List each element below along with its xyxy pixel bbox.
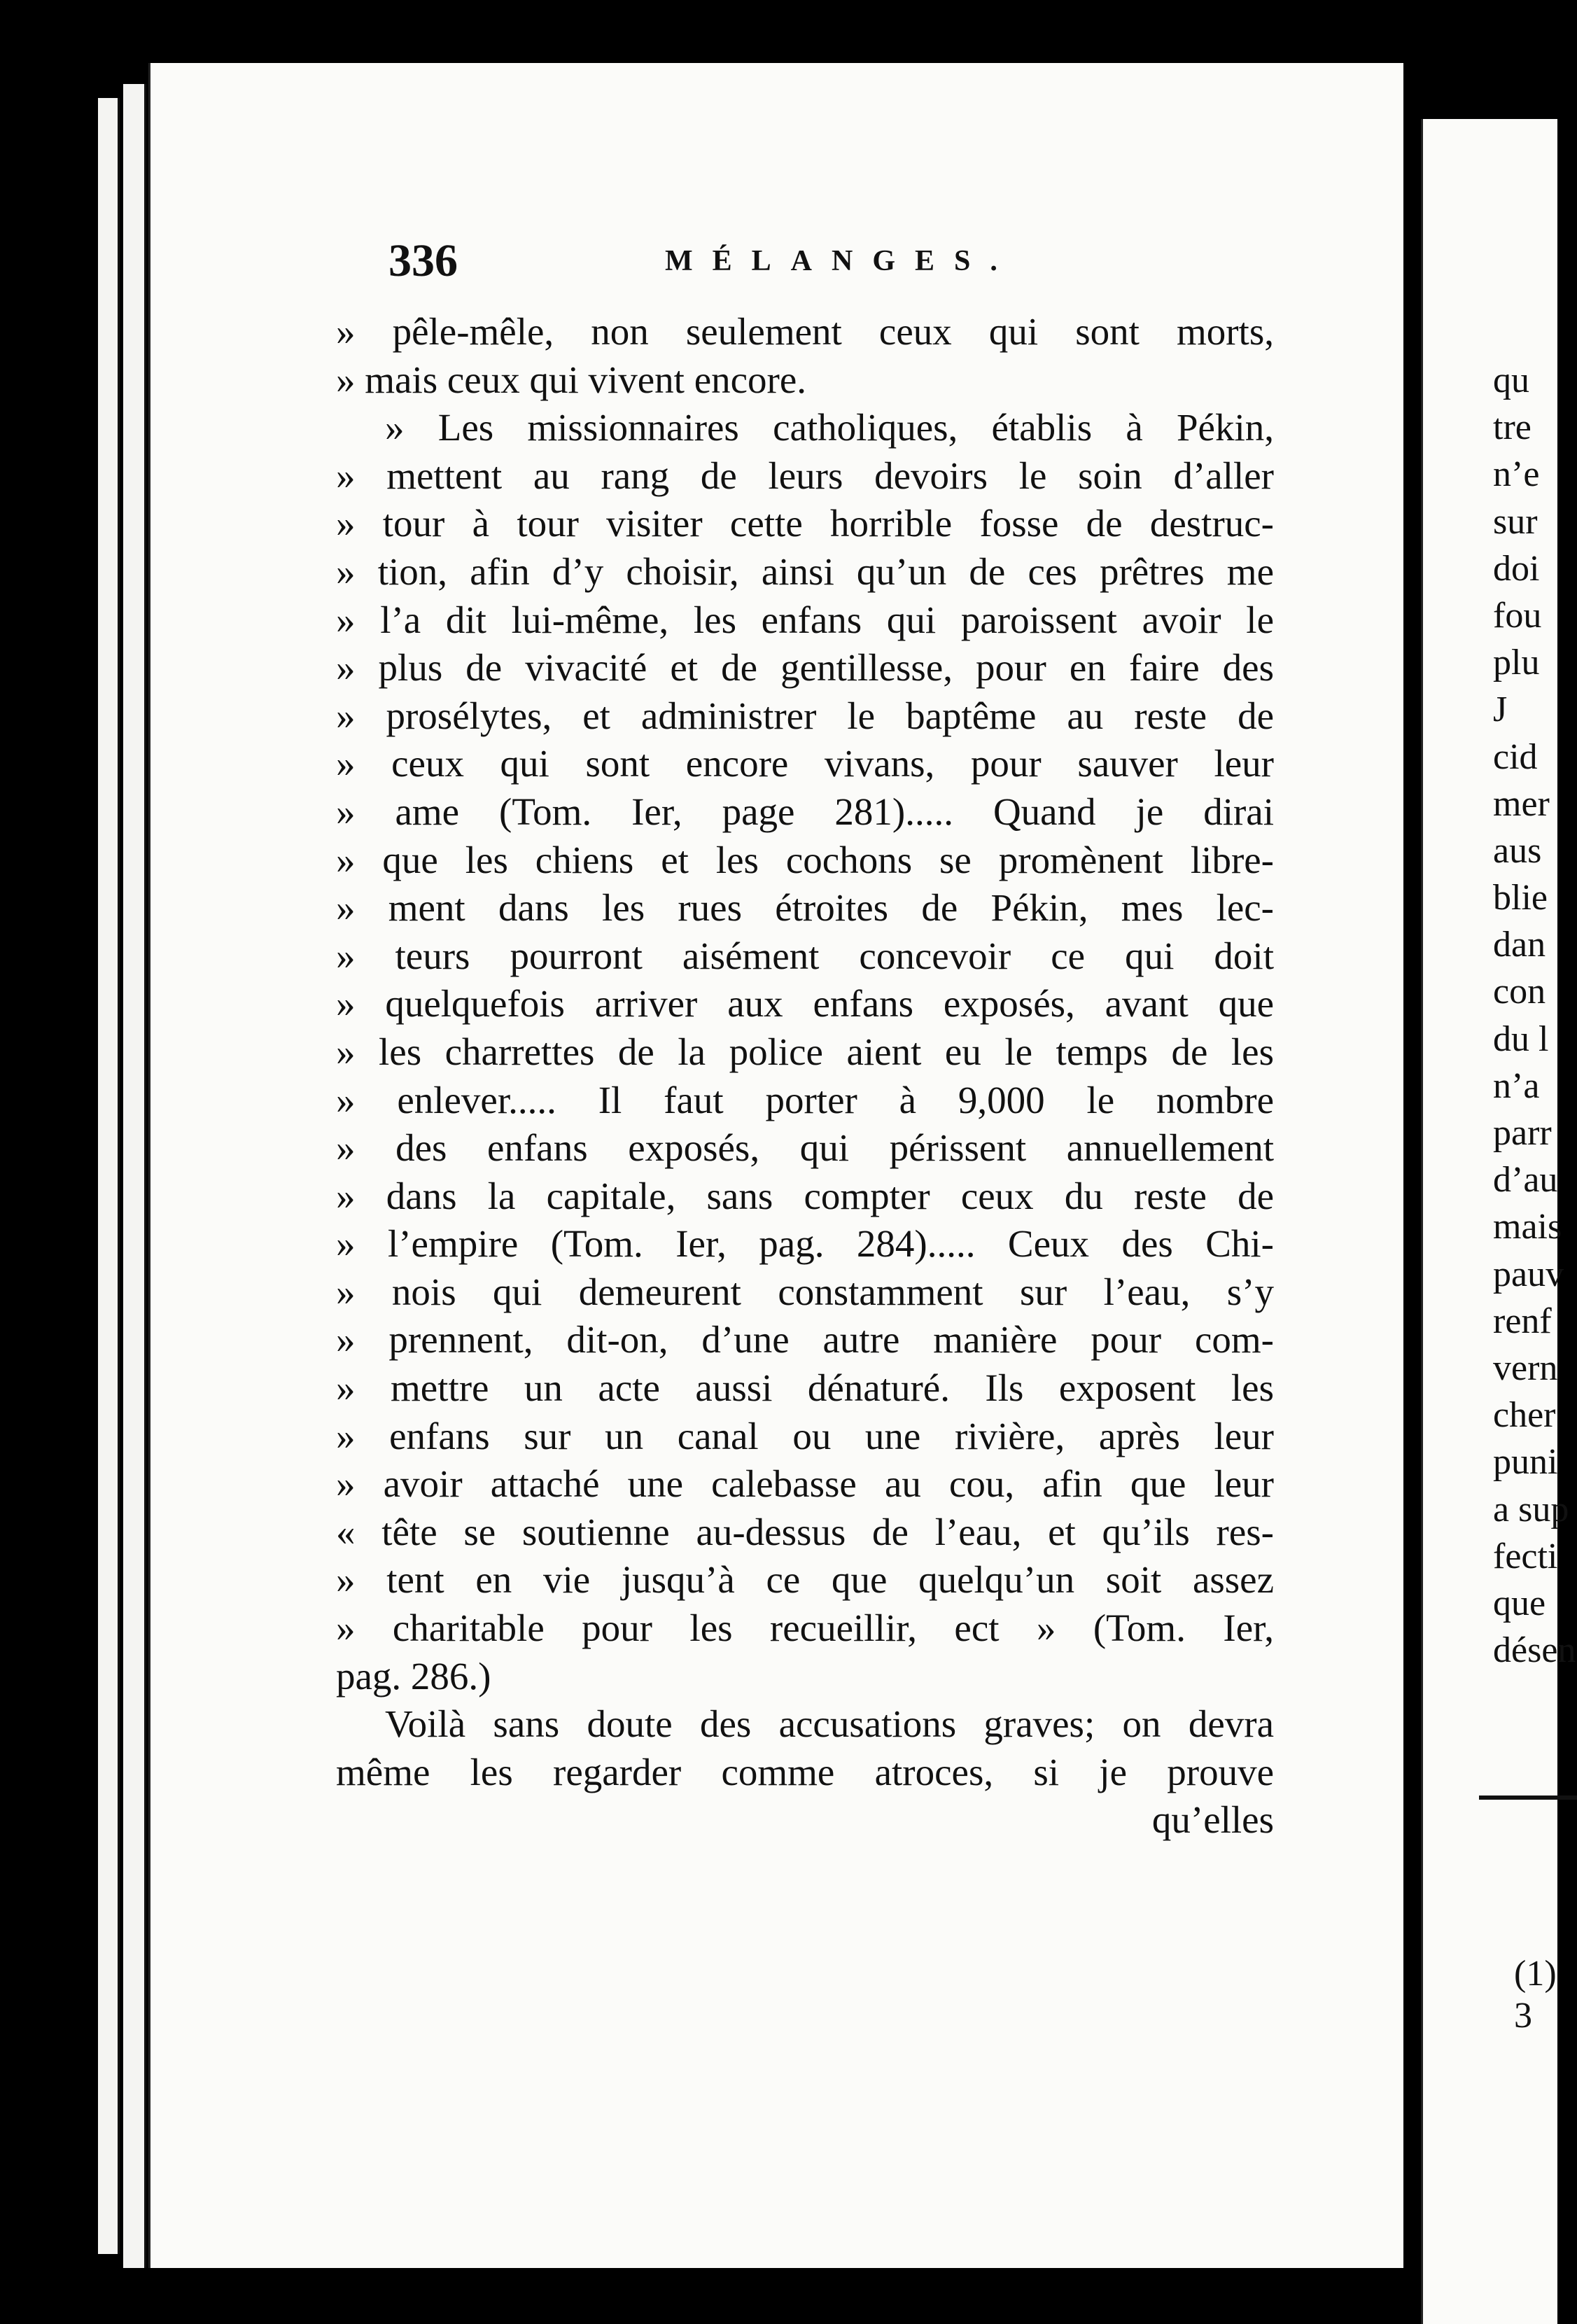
facing-text-line: tre xyxy=(1493,407,1532,448)
facing-text-line: dan xyxy=(1493,925,1546,965)
text-line: » les charrettes de la police aient eu le temps de les xyxy=(336,1030,1274,1073)
facing-text-line: doi xyxy=(1493,548,1540,589)
footnote-line: 3 xyxy=(1514,1996,1532,2036)
text-line: » pêle-mêle, non seulement ceux qui sont morts, xyxy=(336,310,1274,353)
facing-text-line: plu xyxy=(1493,643,1540,683)
facing-text-line: n’a xyxy=(1493,1065,1540,1106)
text-line: » enfans sur un canal ou une rivière, après leur xyxy=(336,1414,1274,1457)
text-line: » ment dans les rues étroites de Pékin, mes lec- xyxy=(336,886,1274,930)
text-line: » prennent, dit-on, d’une autre manière pour com- xyxy=(336,1318,1274,1362)
facing-text-line: désen xyxy=(1493,1630,1576,1671)
text-line: » ame (Tom. Ier, page 281)..... Quand je dirai xyxy=(336,790,1274,833)
page-header xyxy=(388,234,1270,290)
facing-text-line: J xyxy=(1493,690,1508,730)
running-title: MÉLANGES. xyxy=(665,245,1017,277)
text-line: » enlever..... Il faut porter à 9,000 le nombre xyxy=(336,1078,1274,1121)
text-line: » l’empire (Tom. Ier, pag. 284)..... Ceux des Chi- xyxy=(336,1222,1274,1266)
footnote-rule xyxy=(1479,1795,1577,1800)
facing-text-line: a sup xyxy=(1493,1489,1569,1530)
book-page-right xyxy=(1421,119,1576,2324)
text-line: » tion, afin d’y choisir, ainsi qu’un de ces prêtres me xyxy=(336,550,1274,593)
facing-text-line: mais xyxy=(1493,1207,1562,1247)
text-line: » dans la capitale, sans compter ceux du reste de xyxy=(336,1174,1274,1217)
text-line: » teurs pourront aisément concevoir ce qui doit xyxy=(336,934,1274,977)
text-line: » ceux qui sont encore vivans, pour sauver leur xyxy=(336,742,1274,785)
facing-text-line: puni xyxy=(1493,1442,1558,1483)
facing-text-line: vern xyxy=(1493,1348,1558,1388)
text-line: » nois qui demeurent constamment sur l’eau, s’y xyxy=(336,1270,1274,1313)
text-line: qu’elles xyxy=(1151,1798,1274,1842)
text-line: même les regarder comme atroces, si je prouve xyxy=(336,1750,1274,1793)
text-line: » des enfans exposés, qui périssent annuellement xyxy=(336,1126,1274,1170)
facing-text-line: con xyxy=(1493,972,1546,1012)
text-line: » mais ceux qui vivent encore. xyxy=(336,358,807,401)
text-line: » avoir attaché une calebasse au cou, afin que leur xyxy=(336,1462,1274,1506)
page-number: 336 xyxy=(388,235,458,286)
text-line: » Les missionnaires catholiques, établis à Pékin, xyxy=(385,406,1274,449)
facing-text-line: d’au xyxy=(1493,1160,1558,1200)
facing-text-line: renf xyxy=(1493,1301,1552,1341)
facing-text-line: sur xyxy=(1493,501,1538,542)
facing-text-line: fou xyxy=(1493,595,1542,636)
text-line: » mettent au rang de leurs devoirs le soin d’aller xyxy=(336,454,1274,497)
facing-text-line: n’e xyxy=(1493,454,1540,495)
text-line: » tour à tour visiter cette horrible fosse de destruc- xyxy=(336,502,1274,545)
page-edge xyxy=(98,98,120,2254)
facing-text-line: blie xyxy=(1493,878,1548,918)
facing-text-line: du l xyxy=(1493,1018,1549,1059)
facing-text-line: pauv xyxy=(1493,1254,1564,1294)
facing-page-text xyxy=(1423,357,1576,1674)
facing-text-line: cid xyxy=(1493,736,1538,777)
facing-text-line: aus xyxy=(1493,830,1542,871)
body-text xyxy=(336,308,1274,1844)
text-line: » que les chiens et les cochons se promènent libre- xyxy=(336,838,1274,881)
facing-text-line: fecti xyxy=(1493,1536,1558,1576)
facing-text-line: qu xyxy=(1493,360,1529,400)
text-line: » l’a dit lui-même, les enfans qui paroissent avoir le xyxy=(336,598,1274,641)
text-line: » prosélytes, et administrer le baptême au reste de xyxy=(336,694,1274,737)
text-line: » plus de vivacité et de gentillesse, pour en faire des xyxy=(336,646,1274,690)
text-line: « tête se soutienne au-dessus de l’eau, et qu’ils res- xyxy=(336,1510,1274,1553)
text-line: Voilà sans doute des accusations graves; on devra xyxy=(385,1702,1274,1746)
facing-text-line: que xyxy=(1493,1583,1546,1623)
footnote-line: (1) xyxy=(1514,1954,1557,1994)
text-line: » tent en vie jusqu’à ce que quelqu’un soit assez xyxy=(336,1558,1274,1602)
text-line: » quelquefois arriver aux enfans exposés, avant que xyxy=(336,982,1274,1026)
facing-page-footnote xyxy=(1514,1953,1557,2037)
text-line: » mettre un acte aussi dénaturé. Ils exposent les xyxy=(336,1366,1274,1410)
facing-text-line: mer xyxy=(1493,783,1550,824)
page-edge xyxy=(123,84,146,2268)
facing-text-line: parr xyxy=(1493,1113,1552,1153)
text-line: pag. 286.) xyxy=(336,1654,491,1698)
facing-text-line: cher xyxy=(1493,1395,1556,1436)
text-line: » charitable pour les recueillir, ect » (Tom. Ier, xyxy=(336,1606,1274,1650)
